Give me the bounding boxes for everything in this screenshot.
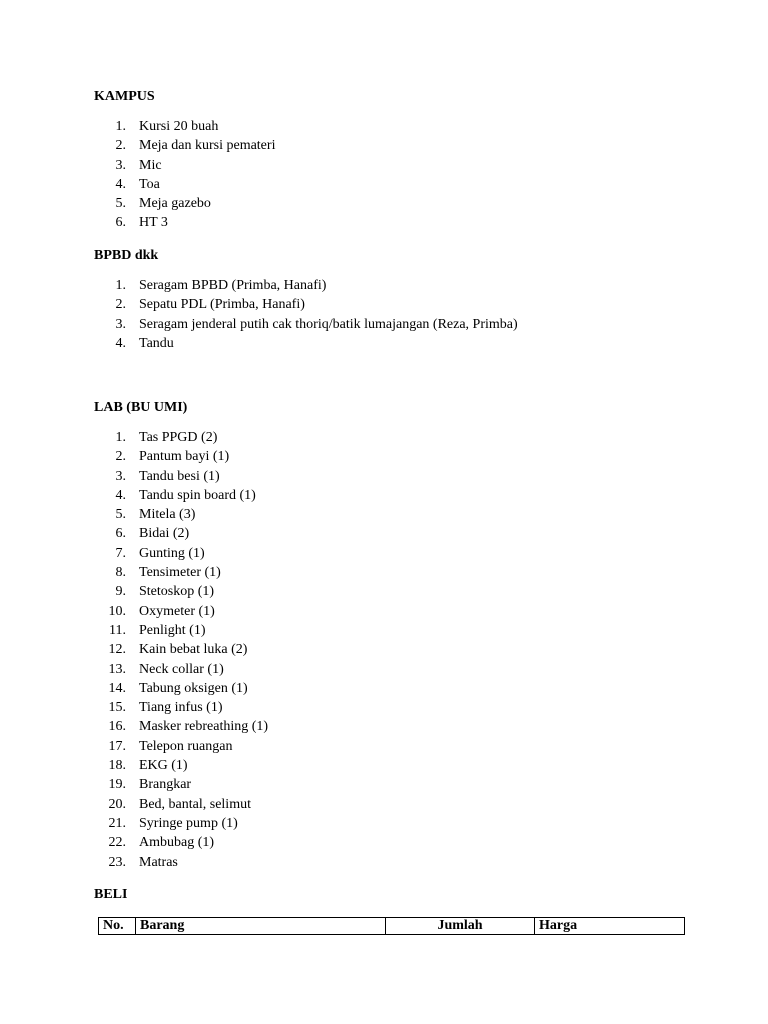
list-item-number: 11. (109, 622, 126, 638)
list-item-text: Brangkar (139, 777, 192, 793)
list-item-text: Oxymeter (1) (139, 603, 215, 619)
heading-lab: LAB (BU UMI) (94, 400, 188, 415)
beli-table (98, 917, 685, 935)
list-item-text: Kursi 20 buah (139, 119, 219, 134)
list-item-text: Meja gazebo (139, 196, 211, 212)
list-item-number: 23. (108, 854, 126, 870)
list-item-text: Seragam jenderal putih cak thoriq/batik lumajangan (Reza, Primba) (139, 316, 518, 332)
list-item-text: Kain bebat luka (2) (139, 642, 248, 658)
heading-bpbd: BPBD dkk (94, 248, 159, 263)
list-item-text: Gunting (1) (139, 545, 205, 561)
list-item-number: 4. (115, 487, 126, 503)
list-item-number: 2. (115, 138, 126, 154)
heading-beli: BELI (94, 887, 128, 902)
list-item-text: Seragam BPBD (Primba, Hanafi) (139, 278, 327, 293)
list-item-text: Neck collar (1) (139, 661, 224, 677)
list-item-text: Mitela (3) (139, 507, 196, 523)
list-item-text: Tensimeter (1) (139, 565, 221, 581)
column-header-jumlah: Jumlah (386, 918, 535, 935)
column-header-no: No. (99, 918, 136, 935)
list-item-text: Meja dan kursi pemateri (139, 138, 276, 154)
list-item-text: Bidai (2) (139, 526, 190, 542)
list-item-number: 3. (115, 157, 126, 173)
list-item-number: 3. (115, 316, 126, 332)
list-item-text: Tandu (139, 335, 174, 351)
list-item-text: Ambubag (1) (139, 835, 215, 851)
list-item-number: 1. (115, 278, 126, 293)
list-item-number: 20. (108, 796, 126, 812)
list-item-text: Toa (139, 176, 160, 192)
list-item-number: 18. (108, 758, 126, 774)
list-item-number: 14. (108, 680, 126, 696)
list-item-number: 9. (115, 584, 126, 600)
list-item-text: Tandu spin board (1) (139, 487, 256, 503)
list-item-number: 15. (108, 700, 126, 716)
list-item-number: 6. (115, 215, 126, 231)
list-item-number: 2. (115, 297, 126, 313)
heading-kampus: KAMPUS (94, 89, 155, 104)
list-item-number: 6. (115, 526, 126, 542)
list-item-text: Syringe pump (1) (139, 815, 238, 831)
list-item-text: Sepatu PDL (Primba, Hanafi) (139, 297, 305, 313)
list-item-number: 16. (108, 719, 126, 735)
list-item-text: EKG (1) (139, 758, 188, 774)
beli-table-header-row (99, 918, 685, 935)
list-item-number: 4. (115, 176, 126, 192)
list-item-number: 3. (115, 468, 126, 484)
list-item-number: 13. (108, 661, 126, 677)
list-item-number: 5. (115, 196, 126, 212)
list-item-text: Tabung oksigen (1) (139, 680, 248, 696)
column-header-barang: Barang (136, 918, 386, 935)
list-item-number: 12. (108, 642, 126, 658)
list-item-number: 2. (115, 449, 126, 465)
list-item-text: Penlight (1) (139, 622, 206, 638)
list-item-number: 7. (115, 545, 126, 561)
list-item-number: 17. (108, 738, 126, 754)
list-item-text: Bed, bantal, selimut (139, 796, 251, 812)
list-item-text: Telepon ruangan (139, 738, 233, 754)
list-item-number: 1. (115, 119, 126, 134)
list-item-number: 10. (108, 603, 126, 619)
list-item-text: Mic (139, 157, 162, 173)
list-item-text: Tiang infus (1) (139, 700, 223, 716)
column-header-harga: Harga (535, 918, 685, 935)
list-item-text: Pantum bayi (1) (139, 449, 230, 465)
list-item-text: Matras (139, 854, 178, 870)
list-item-number: 22. (108, 835, 126, 851)
list-item-number: 1. (115, 430, 126, 445)
list-item-number: 5. (115, 507, 126, 523)
list-item-number: 19. (108, 777, 126, 793)
list-item-number: 21. (108, 815, 126, 831)
list-item-number: 4. (115, 335, 126, 351)
list-item-text: Tas PPGD (2) (139, 430, 218, 445)
list-item-number: 8. (115, 565, 126, 581)
list-item-text: HT 3 (139, 215, 168, 231)
list-item-text: Stetoskop (1) (139, 584, 215, 600)
list-item-text: Masker rebreathing (1) (139, 719, 269, 735)
list-item-text: Tandu besi (1) (139, 468, 220, 484)
